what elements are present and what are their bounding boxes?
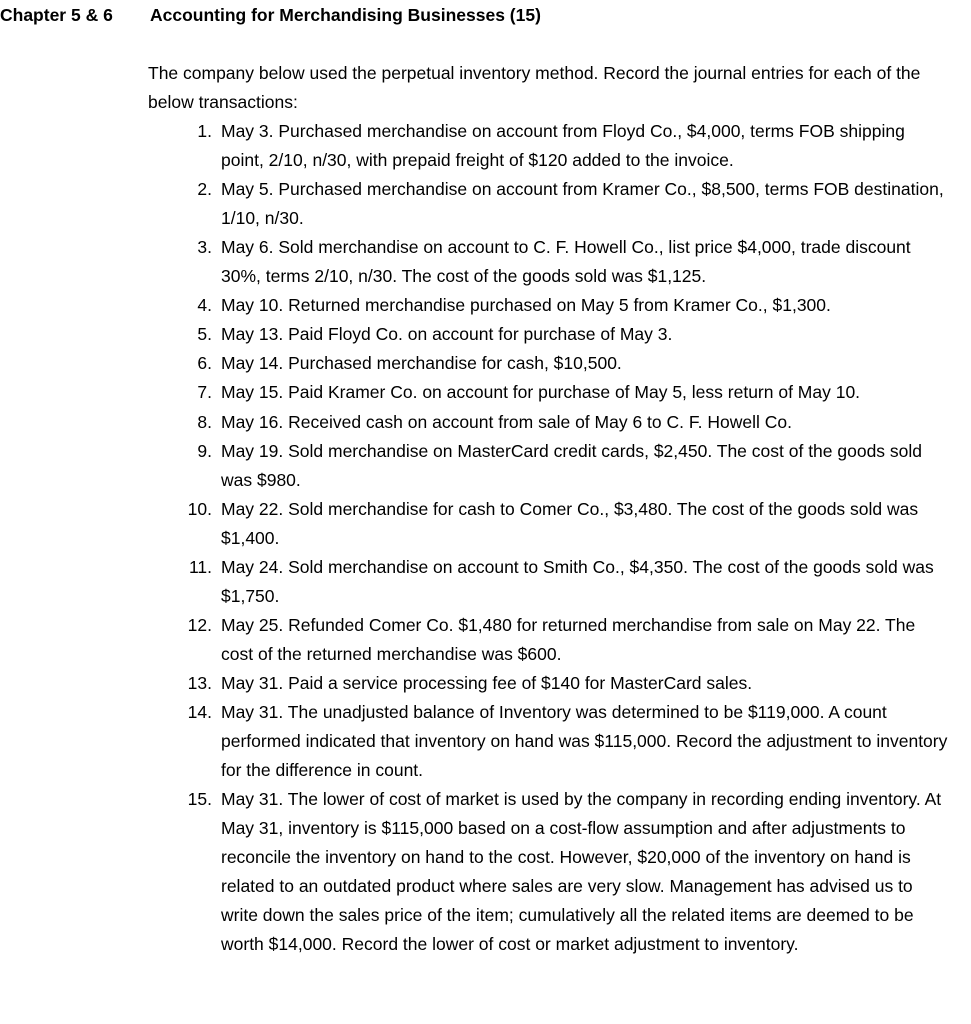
list-item: 10. May 22. Sold merchandise for cash to Comer Co., $3,480. The cost of the goods sold was $1,400. — [187, 499, 919, 548]
instructions: The company below used the perpetual inventory method. Record the journal entries for each of the below transactions: — [148, 63, 921, 112]
problem-body — [148, 59, 948, 959]
list-item: 3. May 6. Sold merchandise on account to C. F. Howell Co., list price $4,000, trade discount 30%, terms 2/10, n/30. The cost of the goods sold was $1,125. — [197, 237, 911, 286]
list-item: 15. May 31. The lower of cost of market is used by the company in recording ending inventory. At May 31, inventory is $115,000 based on a cost-flow assumption and after adjustments to reconcile the inventory on hand to the cost. However, $20,000 of the inventory on hand is related to an outdated product where sales are very slow. Management has advised us to write down the sales price of the item; cumulatively all the related items are deemed to be worth $14,000. Record the lower of cost or market adjustment to inventory. — [187, 789, 942, 954]
list-item: 2. May 5. Purchased merchandise on account from Kramer Co., $8,500, terms FOB destination, 1/10, n/30. — [197, 179, 944, 228]
list-item: 5. May 13. Paid Floyd Co. on account for purchase of May 3. — [197, 324, 673, 344]
list-item: 14. May 31. The unadjusted balance of Inventory was determined to be $119,000. A count performed indicated that inventory on hand was $115,000. Record the adjustment to inventory for the difference in count. — [187, 702, 948, 780]
list-item: 9. May 19. Sold merchandise on MasterCard credit cards, $2,450. The cost of the goods sold was $980. — [197, 441, 923, 490]
list-item: 12. May 25. Refunded Comer Co. $1,480 for returned merchandise from sale on May 22. The cost of the returned merchandise was $600. — [187, 615, 916, 664]
list-item: 7. May 15. Paid Kramer Co. on account for purchase of May 5, less return of May 10. — [197, 382, 861, 402]
transaction-list — [148, 117, 948, 959]
list-item: 4. May 10. Returned merchandise purchased on May 5 from Kramer Co., $1,300. — [197, 295, 831, 315]
list-item: 1. May 3. Purchased merchandise on account from Floyd Co., $4,000, terms FOB shipping point, 2/10, n/30, with prepaid freight of $120 added to the invoice. — [197, 121, 905, 170]
list-item: 13. May 31. Paid a service processing fee of $140 for MasterCard sales. — [187, 673, 753, 693]
list-item: 11. May 24. Sold merchandise on account to Smith Co., $4,350. The cost of the goods sold was $1,750. — [188, 557, 934, 606]
page-header — [0, 3, 541, 27]
chapter-title: Accounting for Merchandising Businesses (15) — [150, 5, 541, 25]
list-item: 8. May 16. Received cash on account from sale of May 6 to C. F. Howell Co. — [197, 412, 792, 432]
list-item: 6. May 14. Purchased merchandise for cash, $10,500. — [197, 353, 622, 373]
chapter-label: Chapter 5 & 6 — [0, 5, 113, 25]
